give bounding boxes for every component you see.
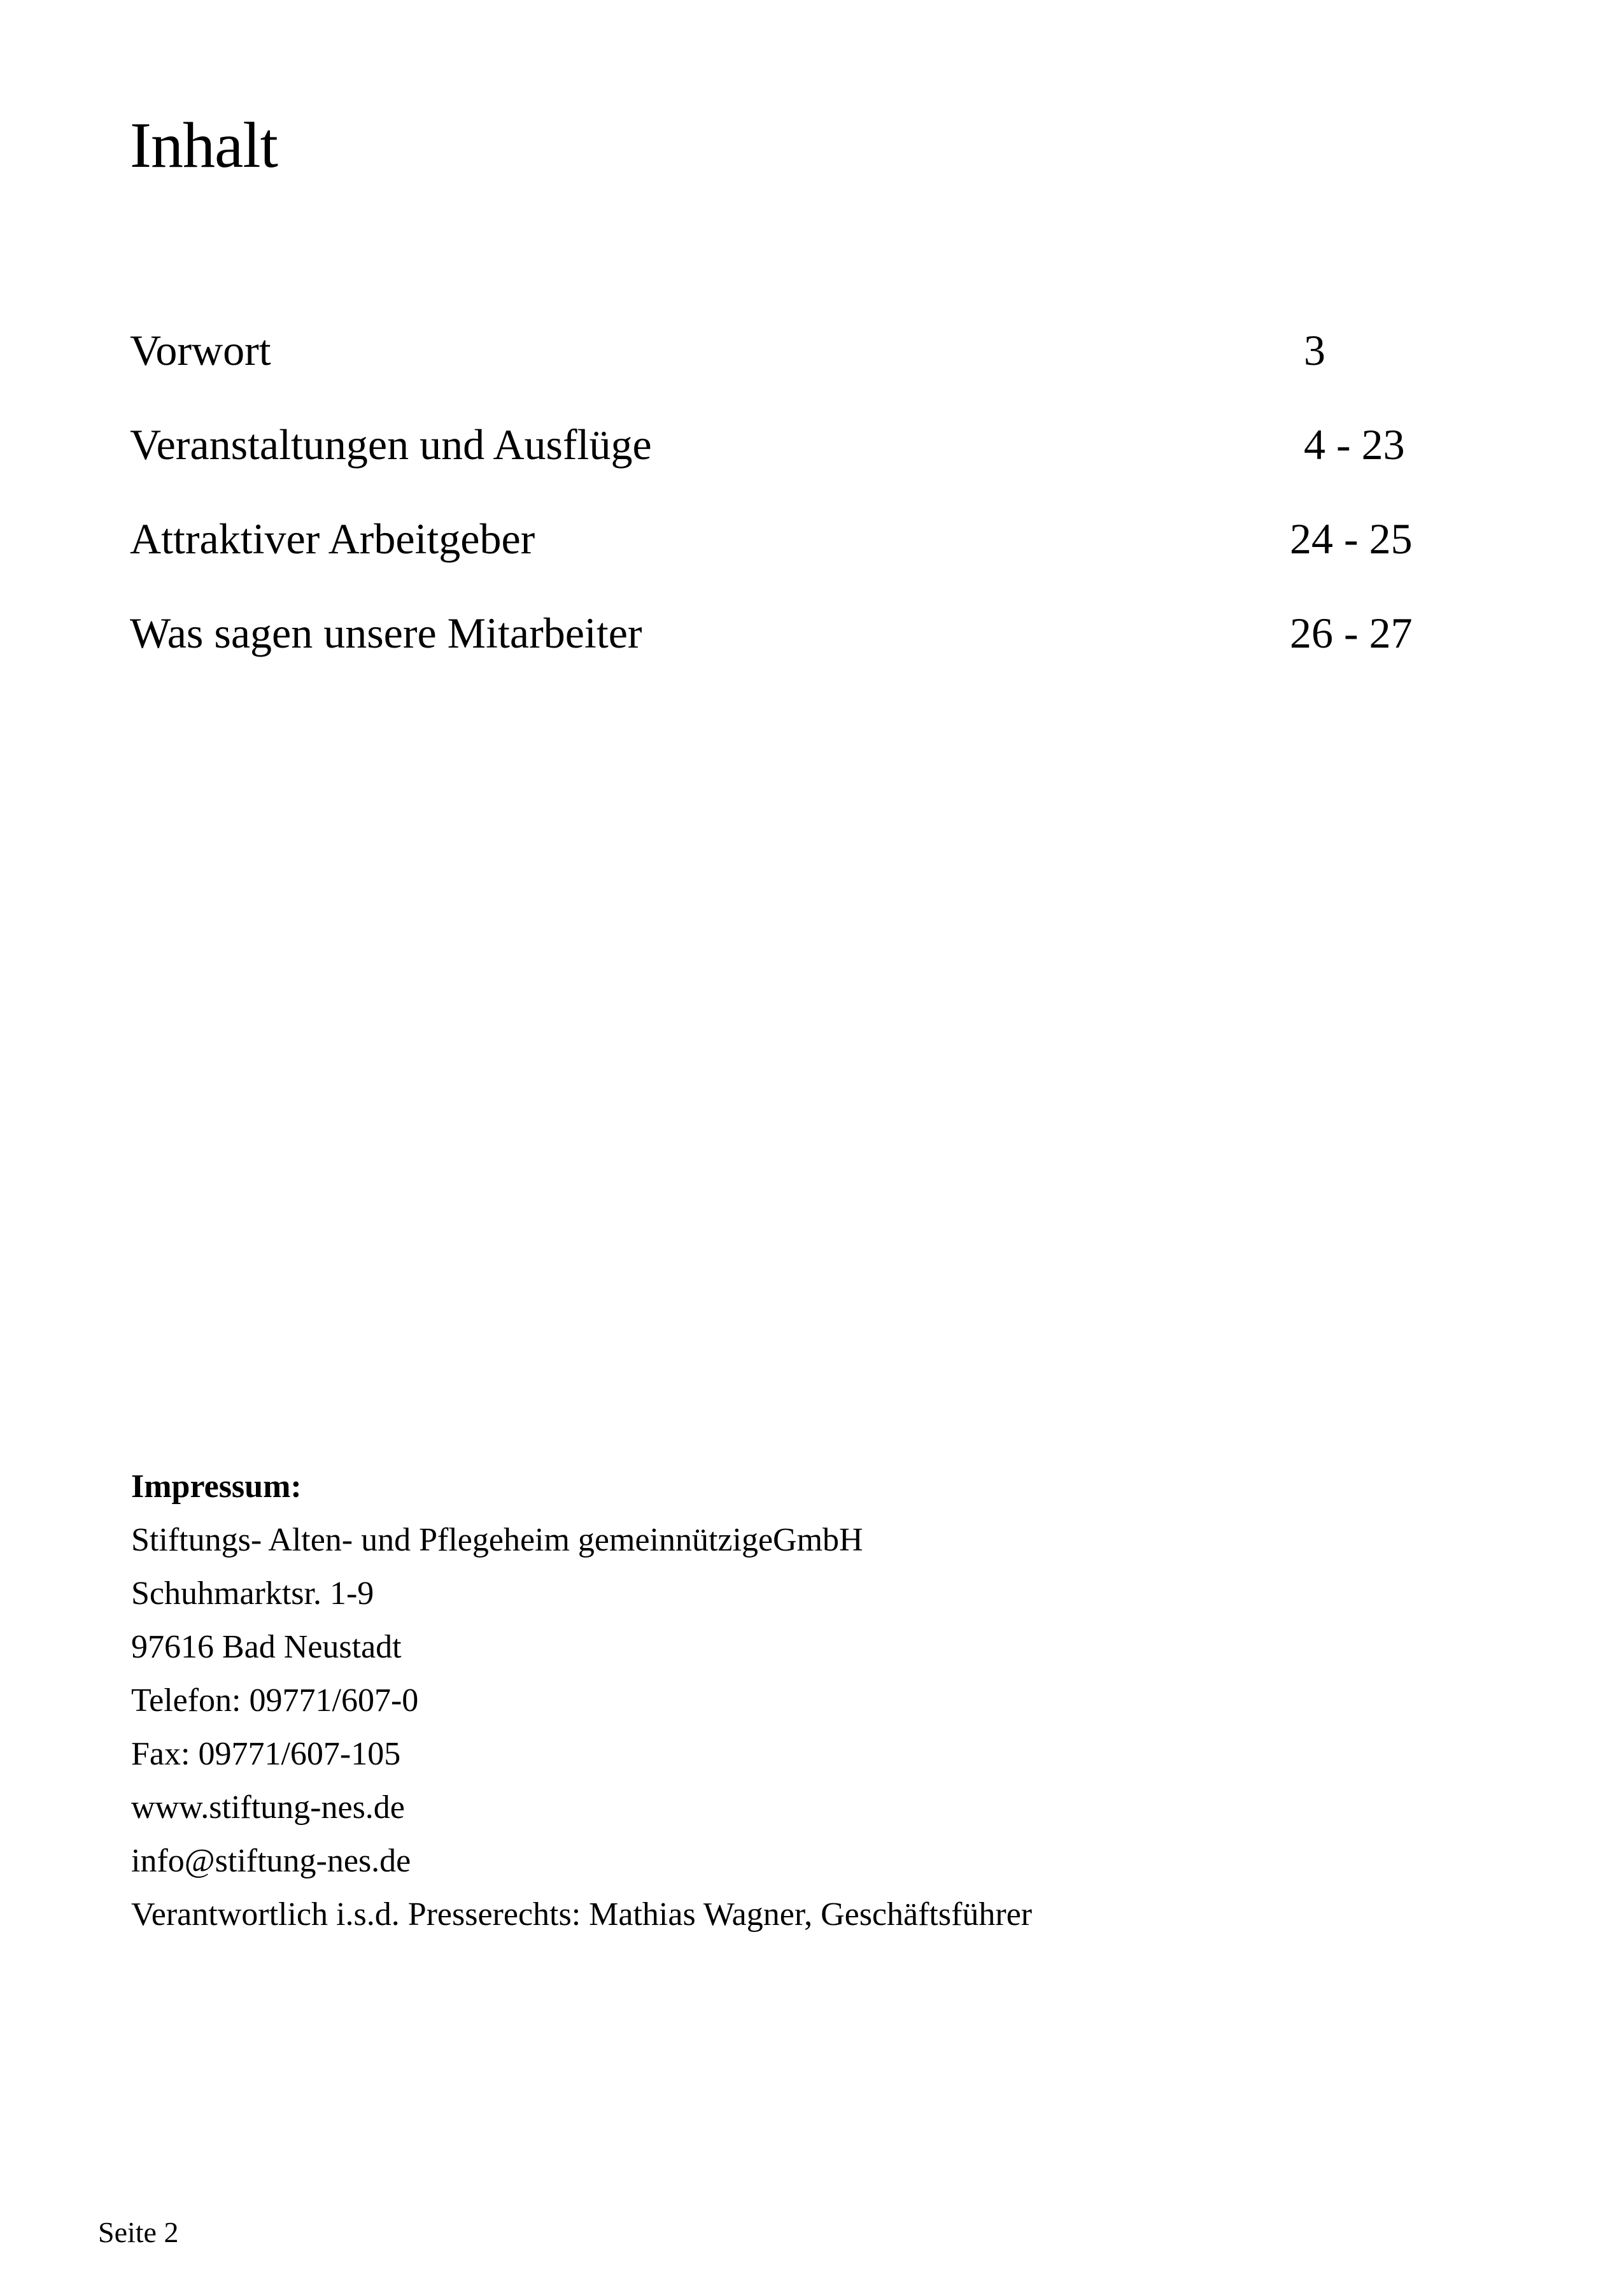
toc-entry-label: Veranstaltungen und Ausflüge (130, 420, 652, 469)
impressum-website: www.stiftung-nes.de (131, 1789, 405, 1826)
impressum-city: 97616 Bad Neustadt (131, 1629, 402, 1665)
toc-entry-pages: 3 (1304, 326, 1325, 374)
page-title: Inhalt (130, 110, 278, 181)
toc-entry-label: Vorwort (130, 326, 271, 374)
impressum-phone: Telefon: 09771/607-0 (131, 1682, 419, 1719)
toc-entry-pages: 24 - 25 (1290, 515, 1413, 563)
toc-entry-mitarbeiter (130, 604, 1435, 662)
table-of-contents (130, 322, 1435, 678)
impressum-fax: Fax: 09771/607-105 (131, 1736, 401, 1772)
toc-entry-arbeitgeber (130, 510, 1435, 567)
impressum-responsible: Verantwortlich i.s.d. Presserechts: Mathias Wagner, Geschäftsführer (131, 1896, 1033, 1933)
toc-entry-pages: 4 - 23 (1304, 420, 1405, 469)
toc-entry-label: Was sagen unsere Mitarbeiter (130, 609, 642, 657)
toc-entry-pages: 26 - 27 (1290, 609, 1413, 657)
toc-entry-label: Attraktiver Arbeitgeber (130, 515, 535, 563)
impressum-organization: Stiftungs- Alten- und Pflegeheim gemeinnützigeGmbH (131, 1522, 863, 1558)
toc-entry-vorwort (130, 322, 1435, 379)
toc-entry-veranstaltungen (130, 416, 1435, 473)
impressum-heading: Impressum: (131, 1468, 302, 1505)
impressum-email: info@stiftung-nes.de (131, 1843, 411, 1879)
impressum-street: Schuhmarktsr. 1-9 (131, 1575, 374, 1612)
page-number: Seite 2 (98, 2216, 179, 2248)
